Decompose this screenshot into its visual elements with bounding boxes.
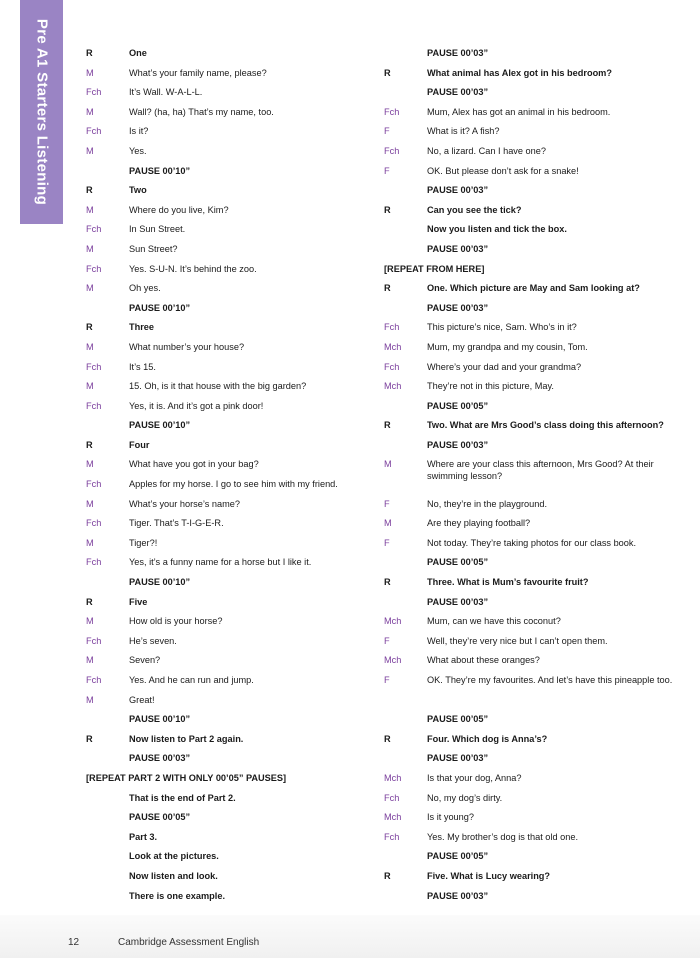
- section-tab-label: Pre A1 Starters Listening: [33, 18, 50, 206]
- transcript-line: [86, 67, 366, 87]
- speaker-label: M: [86, 694, 94, 705]
- line-text: Yes. And he can run and jump.: [129, 675, 254, 685]
- transcript-line: [384, 458, 680, 497]
- speaker-label: R: [86, 322, 93, 333]
- speaker-label: M: [86, 459, 94, 470]
- line-text: Now listen and look.: [129, 870, 218, 881]
- speaker-label: R: [384, 420, 391, 431]
- speaker-label: Fch: [86, 263, 102, 274]
- line-text: PAUSE 00’05”: [427, 851, 489, 862]
- line-text: He’s seven.: [129, 635, 177, 646]
- right-column: [384, 47, 680, 909]
- line-text: Yes. My brother’s dog is that old one.: [427, 831, 579, 842]
- transcript-line: [86, 145, 366, 165]
- transcript-line: [86, 792, 366, 812]
- line-text: Part 3.: [129, 831, 158, 842]
- speaker-label: Fch: [86, 361, 102, 372]
- transcript-line: [384, 125, 680, 145]
- transcript-line: [REPEAT PART 2 WITH ONLY 00’05” PAUSES]: [86, 772, 287, 783]
- transcript-line: [86, 576, 366, 596]
- line-text: Tiger. That’s T-I-G-E-R.: [129, 518, 224, 529]
- transcript-line: [384, 282, 680, 302]
- speaker-label: Fch: [86, 400, 102, 411]
- speaker-label: F: [384, 126, 390, 137]
- transcript-line: [86, 223, 366, 243]
- transcript-line: [86, 400, 366, 420]
- page-footer: [0, 915, 700, 958]
- line-text: Three. What is Mum’s favourite fruit?: [427, 577, 589, 588]
- speaker-label: R: [384, 733, 391, 744]
- speaker-label: Mch: [384, 341, 402, 352]
- transcript-line: [86, 498, 366, 518]
- speaker-label: M: [384, 459, 392, 470]
- line-text: Mum, Alex has got an animal in his bedroom.: [427, 106, 611, 117]
- speaker-label: Fch: [86, 635, 102, 646]
- transcript-line: [86, 439, 366, 459]
- speaker-label: Fch: [86, 87, 102, 98]
- speaker-label: Fch: [384, 322, 400, 333]
- line-text: Yes, it is. And it’s got a pink door!: [129, 400, 264, 411]
- transcript-line: [86, 419, 366, 439]
- speaker-label: M: [384, 518, 392, 529]
- line-text: No, a lizard. Can I have one?: [427, 145, 546, 156]
- line-text: What’s your family name, please?: [129, 67, 267, 78]
- speaker-label: R: [384, 577, 391, 588]
- line-text: Great!: [129, 694, 155, 705]
- transcript-line: [384, 243, 680, 263]
- transcript-line: [384, 831, 680, 851]
- speaker-label: F: [384, 498, 390, 509]
- line-text: What number’s your house?: [129, 341, 245, 352]
- speaker-label: R: [384, 204, 391, 215]
- speaker-label: Fch: [86, 557, 102, 568]
- transcript-line: [86, 596, 366, 616]
- speaker-label: Fch: [86, 224, 102, 235]
- transcript-line: [384, 713, 680, 733]
- line-text: No, my dog’s dirty.: [427, 792, 503, 803]
- transcript-line: [86, 478, 366, 498]
- transcript-line: [86, 321, 366, 341]
- line-text: Five: [129, 596, 148, 607]
- transcript-line: [86, 282, 366, 302]
- speaker-label: Mch: [384, 812, 402, 823]
- transcript-line: [384, 86, 680, 106]
- transcript-line: [86, 870, 366, 890]
- transcript-line: [384, 204, 680, 224]
- transcript-line: [384, 674, 680, 713]
- line-text: In Sun Street.: [129, 224, 186, 235]
- line-text: Is it?: [129, 126, 149, 137]
- line-text: Can you see the tick?: [427, 204, 522, 215]
- speaker-label: F: [384, 635, 390, 646]
- line-text: PAUSE 00’03”: [427, 48, 489, 58]
- line-text: That is the end of Part 2.: [129, 792, 236, 803]
- transcript-line: [384, 184, 680, 204]
- line-text: PAUSE 00’03”: [427, 753, 489, 764]
- line-text: This picture’s nice, Sam. Who’s in it?: [427, 322, 577, 333]
- line-text: There is one example.: [129, 890, 225, 901]
- line-text: OK. But please don’t ask for a snake!: [427, 165, 579, 176]
- transcript-line: [86, 713, 366, 733]
- speaker-label: Fch: [86, 126, 102, 137]
- speaker-label: F: [384, 675, 390, 685]
- transcript-line: [86, 811, 366, 831]
- speaker-label: R: [384, 870, 391, 881]
- line-text: Four: [129, 439, 150, 450]
- speaker-label: R: [384, 67, 391, 78]
- speaker-label: Mch: [384, 381, 402, 392]
- line-text: PAUSE 00’03”: [129, 753, 191, 764]
- line-text: Where are your class this afternoon, Mrs Good? At their swimming lesson?: [427, 459, 654, 482]
- transcript-line: [384, 47, 680, 67]
- transcript-line: [86, 341, 366, 361]
- line-text: PAUSE 00’10”: [129, 577, 191, 588]
- transcript-line: [384, 223, 680, 243]
- line-text: Four. Which dog is Anna’s?: [427, 733, 548, 744]
- transcript-line: [384, 302, 680, 322]
- speaker-label: Fch: [86, 675, 102, 685]
- transcript-line: [86, 831, 366, 851]
- transcript-line: [86, 556, 366, 576]
- line-text: One. Which picture are May and Sam looking at?: [427, 283, 640, 294]
- transcript-line: [384, 635, 680, 655]
- speaker-label: M: [86, 283, 94, 294]
- line-text: What about these oranges?: [427, 655, 540, 666]
- transcript-line: [384, 596, 680, 616]
- speaker-label: R: [86, 596, 93, 607]
- speaker-label: Mch: [384, 616, 402, 627]
- left-column: [86, 47, 366, 909]
- page-number: 12: [68, 937, 80, 948]
- line-text: PAUSE 00’10”: [129, 302, 191, 313]
- transcript-line: [86, 204, 366, 224]
- transcript-line: [384, 537, 680, 557]
- speaker-label: M: [86, 67, 94, 78]
- transcript-line: [384, 517, 680, 537]
- transcript-line: [384, 772, 680, 792]
- line-text: Tiger?!: [129, 537, 158, 548]
- transcript-line: [384, 165, 680, 185]
- line-text: Two: [129, 185, 147, 196]
- line-text: Is it young?: [427, 812, 474, 823]
- transcript-line: [384, 556, 680, 576]
- transcript-line: [86, 615, 366, 635]
- transcript-line: [384, 654, 680, 674]
- transcript-line: [384, 67, 680, 87]
- speaker-label: Fch: [86, 518, 102, 529]
- transcript-line: [86, 654, 366, 674]
- line-text: No, they’re in the playground.: [427, 498, 548, 509]
- publisher-name: Cambridge Assessment English: [118, 937, 260, 948]
- transcript-line: [384, 811, 680, 831]
- speaker-label: R: [86, 733, 93, 744]
- line-text: What is it? A fish?: [427, 126, 500, 137]
- line-text: PAUSE 00’03”: [427, 87, 489, 98]
- line-text: What animal has Alex got in his bedroom?: [427, 67, 612, 78]
- line-text: Are they playing football?: [427, 518, 531, 529]
- speaker-label: Fch: [384, 831, 400, 842]
- speaker-label: Mch: [384, 772, 402, 783]
- transcript-line: [86, 184, 366, 204]
- transcript-line: [384, 106, 680, 126]
- speaker-label: Fch: [384, 361, 400, 372]
- line-text: PAUSE 00’03”: [427, 243, 489, 254]
- transcript-line: [384, 321, 680, 341]
- line-text: Oh yes.: [129, 283, 161, 294]
- line-text: PAUSE 00’10”: [129, 420, 191, 431]
- line-text: PAUSE 00’03”: [427, 890, 489, 901]
- transcript-line: [384, 733, 680, 753]
- line-text: Wall? (ha, ha) That’s my name, too.: [129, 106, 274, 117]
- line-text: Is that your dog, Anna?: [427, 772, 522, 783]
- line-text: PAUSE 00’03”: [427, 185, 489, 196]
- speaker-label: M: [86, 498, 94, 509]
- line-text: PAUSE 00’10”: [129, 165, 191, 176]
- speaker-label: M: [86, 537, 94, 548]
- line-text: 15. Oh, is it that house with the big garden?: [129, 381, 307, 392]
- transcript-line: [86, 47, 366, 67]
- transcript-line: [86, 635, 366, 655]
- speaker-label: M: [86, 106, 94, 117]
- line-text: What have you got in your bag?: [129, 459, 259, 470]
- line-text: Where do you live, Kim?: [129, 204, 229, 215]
- transcript-line: [384, 439, 680, 459]
- line-text: Well, they’re very nice but I can’t open them.: [427, 635, 608, 646]
- speaker-label: Fch: [384, 106, 400, 117]
- line-text: PAUSE 00’03”: [427, 596, 489, 607]
- transcript-line: [384, 361, 680, 381]
- transcript-line: [86, 458, 366, 478]
- line-text: OK. They’re my favourites. And let’s have this pineapple too.: [427, 675, 673, 685]
- transcript-line: [384, 870, 680, 890]
- speaker-label: R: [384, 283, 391, 294]
- speaker-label: Fch: [86, 479, 102, 490]
- line-text: Three: [129, 322, 155, 333]
- line-text: Look at the pictures.: [129, 851, 219, 862]
- transcript-line: [86, 890, 366, 910]
- transcript-line: [384, 850, 680, 870]
- line-text: Five. What is Lucy wearing?: [427, 870, 551, 881]
- transcript-line: [384, 380, 680, 400]
- transcript-line: [384, 419, 680, 439]
- speaker-label: Mch: [384, 655, 402, 666]
- transcript-line: [86, 361, 366, 381]
- line-text: Yes. S-U-N. It’s behind the zoo.: [129, 263, 257, 274]
- transcript-line: [86, 380, 366, 400]
- line-text: How old is your horse?: [129, 616, 223, 627]
- speaker-label: Fch: [384, 145, 400, 156]
- speaker-label: R: [86, 439, 93, 450]
- line-text: One: [129, 48, 147, 58]
- speaker-label: M: [86, 243, 94, 254]
- transcript-line: [384, 615, 680, 635]
- transcript-line: [86, 263, 366, 283]
- transcript-line: [384, 792, 680, 812]
- transcript-line: [REPEAT FROM HERE]: [384, 263, 485, 274]
- transcript-line: [86, 537, 366, 557]
- transcript-line: [384, 341, 680, 361]
- transcript-line: [86, 243, 366, 263]
- line-text: Yes.: [129, 145, 147, 156]
- transcript-line: [384, 752, 680, 772]
- line-text: It’s 15.: [129, 361, 156, 372]
- line-text: Not today. They’re taking photos for our class book.: [427, 537, 637, 548]
- line-text: Seven?: [129, 655, 161, 666]
- speaker-label: M: [86, 145, 94, 156]
- line-text: What’s your horse’s name?: [129, 498, 240, 509]
- line-text: PAUSE 00’05”: [427, 714, 489, 725]
- transcript-line: [86, 694, 366, 714]
- speaker-label: M: [86, 655, 94, 666]
- line-text: Two. What are Mrs Good’s class doing this afternoon?: [427, 420, 664, 431]
- transcript-line: [86, 752, 366, 772]
- transcript-line: [384, 498, 680, 518]
- line-text: It’s Wall. W-A-L-L.: [129, 87, 203, 98]
- speaker-label: F: [384, 165, 390, 176]
- line-text: PAUSE 00’05”: [427, 557, 489, 568]
- transcript-line: [86, 86, 366, 106]
- transcript-line: [86, 850, 366, 870]
- line-text: PAUSE 00’05”: [129, 812, 191, 823]
- transcript-line: [86, 733, 366, 753]
- line-text: Now you listen and tick the box.: [427, 224, 567, 235]
- transcript-line: [86, 674, 366, 694]
- speaker-label: R: [86, 185, 93, 196]
- speaker-label: R: [86, 48, 93, 58]
- transcript-line: [86, 302, 366, 322]
- line-text: Mum, my grandpa and my cousin, Tom.: [427, 341, 588, 352]
- line-text: PAUSE 00’03”: [427, 302, 489, 313]
- speaker-label: M: [86, 381, 94, 392]
- speaker-label: M: [86, 204, 94, 215]
- line-text: Sun Street?: [129, 243, 178, 254]
- transcript-line: [86, 106, 366, 126]
- line-text: They’re not in this picture, May.: [427, 381, 554, 392]
- section-tab: [20, 0, 63, 224]
- speaker-label: F: [384, 537, 390, 548]
- speaker-label: Fch: [384, 792, 400, 803]
- transcript-line: [384, 890, 680, 910]
- line-text: Where’s your dad and your grandma?: [427, 361, 582, 372]
- transcript-line: [86, 517, 366, 537]
- transcript-line: [86, 125, 366, 145]
- line-text: Mum, can we have this coconut?: [427, 616, 561, 627]
- line-text: Yes, it’s a funny name for a horse but I like it.: [129, 557, 312, 568]
- line-text: PAUSE 00’03”: [427, 439, 489, 450]
- speaker-label: M: [86, 341, 94, 352]
- transcript-line: [384, 576, 680, 596]
- transcript-line: [384, 145, 680, 165]
- line-text: Apples for my horse. I go to see him with my friend.: [129, 479, 338, 490]
- speaker-label: M: [86, 616, 94, 627]
- transcript-line: [384, 400, 680, 420]
- line-text: PAUSE 00’10”: [129, 714, 191, 725]
- line-text: Now listen to Part 2 again.: [129, 733, 244, 744]
- transcript-line: [86, 165, 366, 185]
- line-text: PAUSE 00’05”: [427, 400, 489, 411]
